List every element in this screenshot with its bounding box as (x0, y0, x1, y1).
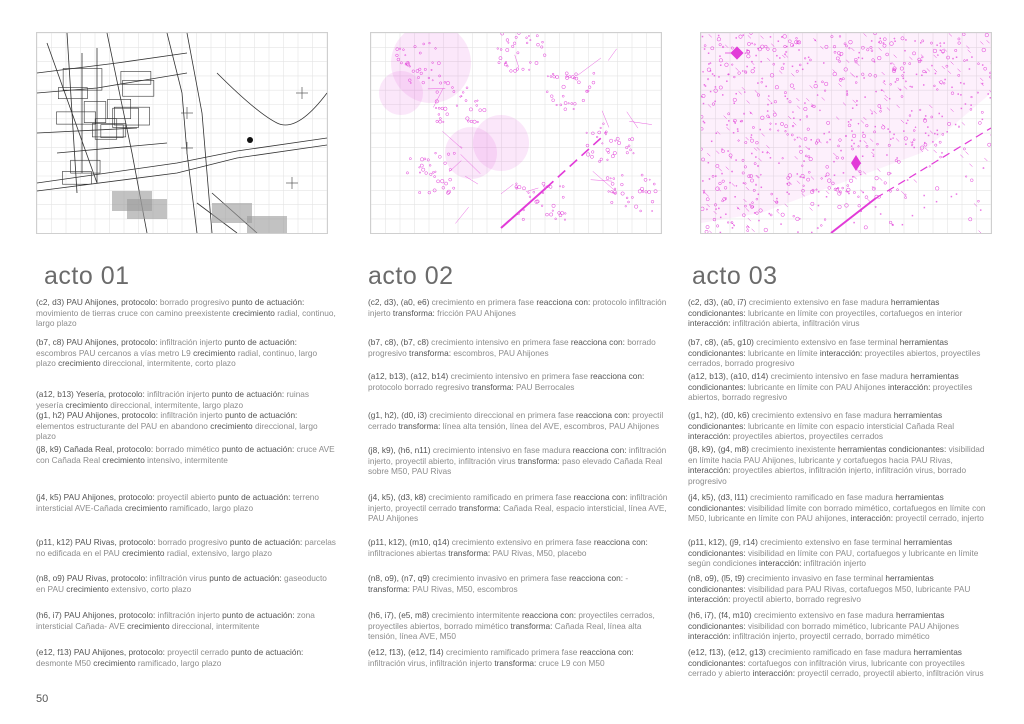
entry-keyword: (n8, o9), (n7, q9) (368, 573, 433, 583)
entry-acto-2-10 (368, 647, 668, 668)
entry-acto-1-10 (36, 647, 336, 668)
entry-value: intensivo, intermitente (147, 454, 228, 465)
entry-keyword: interacción: (759, 558, 804, 568)
entry-keyword: crecimiento (102, 454, 148, 465)
entry-value: infiltración injerto, proyectil cerrado (368, 492, 668, 513)
entry-acto-1-2 (36, 337, 336, 369)
entry-value: fricción PAU Ahijones (437, 307, 516, 318)
entry-value: crecimiento extensivo en fase madura (751, 410, 894, 420)
entry-value: PAU Berrocales (516, 381, 575, 392)
entry-keyword: interacción: (688, 431, 733, 441)
entry-acto-2-4 (368, 410, 668, 431)
entry-value: terreno intersticial AVE-Cañada (36, 492, 320, 513)
entry-value: proyectil cerrado (368, 410, 664, 431)
entry-value: crecimiento intermitente (431, 610, 523, 620)
acto-03-title: acto 03 (692, 262, 778, 290)
entry-keyword: herramientas condicionantes: (688, 371, 959, 392)
entry-value: lubricante en límite con espacio intersticial Cañada Real (747, 420, 955, 431)
entry-value: lubricante en límite (747, 347, 820, 358)
entry-value: proyectil cerrado (167, 647, 231, 657)
entry-keyword: herramientas condicionantes: (688, 410, 943, 431)
entry-value: radial, extensivo, largo plazo (166, 547, 272, 558)
entry-acto-3-8 (688, 573, 988, 605)
entry-value: radial, continuo, largo plazo (36, 347, 318, 368)
entry-value: proyectil abierto (157, 492, 219, 502)
entry-keyword: (b7, c8) PAU Ahijones, protocolo: (36, 337, 160, 347)
entry-value: Cañada Real, espacio intersticial, línea AVE, PAU Ahijones (368, 502, 667, 523)
entry-value: cortafuegos con infiltración virus, lubricante con proyectiles cerrado y abierto (688, 657, 965, 678)
entry-value: ruinas yesería (36, 389, 310, 410)
map-acto-01-drawing (37, 33, 327, 233)
entry-value: crecimiento ramificado primera fase (445, 647, 580, 657)
entry-keyword: (c2, d3), (a0, e6) (368, 297, 432, 307)
map-acto-03 (700, 32, 992, 234)
entry-keyword: herramientas condicionantes: (688, 573, 934, 594)
entry-acto-3-9 (688, 610, 988, 642)
entry-value: visibilidad en límite con PAU, cortafuegos y lubricante en límite según condiciones (688, 547, 979, 568)
entry-value: crecimiento extensivo en fase terminal (760, 537, 904, 547)
entry-value: protocolo infiltración injerto (368, 297, 667, 318)
entry-keyword: (h6, i7), (f4, m10) (688, 610, 754, 620)
entry-value: gaseoducto en PAU (36, 573, 327, 594)
entry-keyword: herramientas condicionantes: (688, 337, 949, 358)
entry-acto-2-2 (368, 337, 668, 358)
entry-keyword: transforma: (517, 455, 563, 466)
entry-acto-1-6 (36, 492, 336, 513)
entry-value: movimiento de tierras cruce con camino preexistente (36, 307, 233, 318)
entry-value: infiltración abierta, infiltración virus (732, 318, 860, 328)
entry-value: elementos estructurante del PAU en abandono (36, 420, 211, 431)
entry-acto-1-4 (36, 410, 336, 442)
entry-value: infiltración injerto (159, 337, 225, 347)
entry-keyword: herramientas condicionantes: (688, 610, 945, 631)
entry-acto-2-1 (368, 297, 668, 318)
entry-value: PAU Rivas, M50, placebo (492, 547, 587, 558)
entry-acto-2-6 (368, 492, 668, 524)
entry-value: escombros, PAU Ahijones (453, 347, 549, 358)
entry-keyword: herramientas condicionantes: (688, 297, 940, 318)
entry-value: lubricante en límite con proyectiles, cortafuegos en interior (747, 307, 963, 318)
entry-keyword: (e12, f13), (e12, g13) (688, 647, 769, 657)
entry-keyword: interacción: (688, 465, 733, 475)
entry-keyword: punto de actuación: (224, 337, 297, 347)
entry-keyword: punto de actuación: (218, 492, 293, 502)
entry-keyword: interacción: (688, 318, 733, 328)
entry-value: visibilidad en límite hacia PAU Ahijones, lubricante y cortafuegos hacia PAU Rivas, (688, 444, 985, 465)
entry-keyword: (p11, k12), (j9, r14) (688, 537, 761, 547)
entry-acto-3-3 (688, 371, 988, 403)
entry-value: proyectil abierto, borrado regresivo (732, 594, 861, 604)
entry-value: proyectiles cerrados, proyectiles abiertos, borrado mimético (368, 610, 655, 631)
entry-acto-3-2 (688, 337, 988, 369)
entry-keyword: (g1, h2), (d0, k6) (688, 410, 752, 420)
entry-value: infiltraciones abiertas (368, 547, 449, 558)
entry-keyword: (p11, k12), (m10, q14) (368, 537, 452, 547)
entry-keyword: herramientas condicionantes: (688, 492, 944, 513)
entry-acto-3-7 (688, 537, 988, 569)
entry-keyword: herramientas condicionantes: (837, 444, 949, 454)
entry-keyword: (n8, o9), (l5, t9) (688, 573, 748, 583)
entry-keyword: crecimiento (124, 502, 170, 513)
entry-value: crecimiento ramificado en fase madura (768, 647, 914, 657)
entry-value: cruce AVE con Cañada Real (36, 444, 335, 465)
entry-keyword: crecimiento (127, 620, 172, 631)
entry-acto-3-10 (688, 647, 988, 679)
entry-value: infiltración injerto (160, 410, 225, 420)
entry-keyword: transforma: (494, 657, 539, 668)
entry-value: proyectiles abiertos, infiltración injerto, infiltración virus, borrado progresivo (688, 465, 967, 486)
entry-keyword: crecimiento (65, 399, 111, 410)
entry-acto-3-6 (688, 492, 988, 524)
entry-value: lubricante en límite con PAU Ahijones (747, 381, 889, 392)
entry-value: infiltración injerto, proyectil abierto, infiltración virus (368, 445, 667, 466)
entry-keyword: reacciona con: (536, 297, 593, 307)
acto-02-title: acto 02 (368, 262, 454, 290)
entry-value: protocolo borrado regresivo (368, 381, 472, 392)
entry-keyword: reacciona con: (576, 410, 633, 420)
entry-keyword: punto de actuación: (224, 410, 298, 420)
entry-value: visibilidad para PAU Rivas, cortafuegos M50, lubricante PAU (747, 583, 971, 594)
entry-keyword: (e12, f13), (e12, f14) (368, 647, 446, 657)
entry-value: crecimiento en primera fase (431, 297, 537, 307)
entry-keyword: interacción: (819, 347, 865, 358)
entry-value: extensivo, corto plazo (111, 583, 192, 594)
entry-keyword: crecimiento (93, 657, 138, 668)
entry-value: desmonte M50 (36, 657, 94, 668)
entry-keyword: reacciona con: (570, 337, 628, 347)
entry-keyword: crecimiento (210, 420, 255, 431)
entry-acto-1-3 (36, 389, 336, 410)
entry-acto-2-3 (368, 371, 668, 392)
entry-keyword: interacción: (688, 594, 733, 604)
entry-keyword: interacción: (850, 513, 896, 523)
entry-acto-1-9 (36, 610, 336, 631)
entry-keyword: punto de actuación: (230, 647, 304, 657)
entry-value: escombros PAU cercanos a vías metro L9 (36, 347, 194, 358)
entry-acto-3-5 (688, 444, 988, 486)
entry-value: borrado mimético (155, 444, 222, 454)
entry-value: crecimiento extensivo en fase madura (748, 297, 891, 307)
entry-keyword: (a12, b13), (a10, d14) (688, 371, 771, 381)
entry-keyword: reacciona con: (579, 647, 634, 657)
entry-keyword: herramientas condicionantes: (688, 537, 953, 558)
entry-value: borrado progresivo (368, 337, 656, 358)
entry-keyword: (g1, h2) PAU Ahijones, protocolo: (36, 410, 161, 420)
entry-keyword: punto de actuación: (231, 297, 305, 307)
entry-keyword: crecimiento (232, 307, 278, 318)
entry-value: proyectil cerrado, proyectil abierto, infiltración virus (797, 668, 984, 678)
entry-keyword: transforma: (368, 583, 413, 594)
entry-keyword: punto de actuación: (229, 537, 305, 547)
entry-keyword: crecimiento (122, 547, 167, 558)
entry-acto-2-8 (368, 573, 668, 594)
entry-value: cruce L9 con M50 (538, 657, 605, 668)
entry-keyword: punto de actuación: (209, 573, 284, 583)
entry-value: infiltración injerto (157, 610, 223, 620)
entry-keyword: (j8, k9), (g4, m8) (688, 444, 752, 454)
entry-keyword: (j4, k5), (d3, l11) (688, 492, 751, 502)
entry-value: crecimiento ramificado en primera fase (428, 492, 574, 502)
entry-value: visibilidad con borrado mimético, lubricante PAU Ahijones (747, 620, 960, 631)
entry-value: crecimiento extensivo en primera fase (451, 537, 594, 547)
map-acto-03-drawing (701, 33, 991, 233)
entry-keyword: (h6, i7) PAU Ahijones, protocolo: (36, 610, 158, 620)
entry-keyword: interacción: (888, 381, 933, 392)
entry-keyword: crecimiento (66, 583, 112, 594)
entry-value: crecimiento extensivo en fase terminal (756, 337, 900, 347)
entry-value: crecimiento intensivo en fase madura (770, 371, 911, 381)
entry-keyword: (j4, k5), (d3, k8) (368, 492, 429, 502)
entry-acto-1-5 (36, 444, 336, 465)
entry-keyword: (n8, o9) PAU Rivas, protocolo: (36, 573, 150, 583)
acto-01-title: acto 01 (44, 262, 130, 290)
entry-value: crecimiento invasivo en fase terminal (747, 573, 886, 583)
entry-acto-2-7 (368, 537, 668, 558)
entry-value: borrado progresivo (159, 297, 232, 307)
entry-value: parcelas no edificada en el PAU (36, 537, 336, 558)
entry-keyword: (b7, c8), (a5, g10) (688, 337, 757, 347)
entry-value: proyectiles abiertos, proyectiles cerrados, borrado progresivo (688, 347, 981, 368)
entry-keyword: reacciona con: (573, 492, 630, 502)
entry-keyword: punto de actuación: (211, 389, 287, 399)
entry-keyword: interacción: (688, 631, 733, 641)
entry-value: PAU Rivas, M50, escombros (412, 583, 518, 594)
entry-acto-3-4 (688, 410, 988, 442)
entry-keyword: reacciona con: (522, 610, 579, 620)
entry-keyword: transforma: (458, 502, 504, 513)
entry-value: crecimiento invasivo en primera fase (432, 573, 570, 583)
entry-value: Cañada Real, línea alta tensión, línea AVE, M50 (368, 620, 642, 641)
entry-value: direccional, largo plazo (36, 420, 318, 441)
map-acto-02-drawing (371, 33, 661, 233)
entry-keyword: reacciona con: (569, 573, 626, 583)
entry-value: proyectiles abiertos, proyectiles cerrados (732, 431, 884, 441)
entry-keyword: (c2, d3) PAU Ahijones, protocolo: (36, 297, 160, 307)
entry-value: infiltración injerto (147, 389, 212, 399)
entry-value: crecimiento extensivo en fase madura (753, 610, 896, 620)
entry-keyword: (h6, i7), (e5, m8) (368, 610, 432, 620)
page-number: 50 (36, 693, 49, 705)
entry-value: proyectil cerrado, injerto (895, 513, 984, 523)
entry-value: crecimiento ramificado en fase madura (750, 492, 896, 502)
map-acto-02 (370, 32, 662, 234)
entry-keyword: (b7, c8), (b7, c8) (368, 337, 432, 347)
entry-keyword: punto de actuación: (221, 444, 297, 454)
entry-keyword: crecimiento (58, 358, 103, 368)
entry-keyword: transforma: (398, 420, 443, 431)
entry-keyword: transforma: (448, 547, 493, 558)
entry-keyword: (j8, k9), (h6, n11) (368, 445, 433, 455)
entry-value: borrado progresivo (157, 537, 230, 547)
entry-value: ramificado, largo plazo (137, 657, 222, 668)
entry-value: crecimiento direccional en primera fase (429, 410, 576, 420)
entry-keyword: reacciona con: (593, 537, 648, 547)
entry-keyword: (c2, d3), (a0, i7) (688, 297, 749, 307)
entry-keyword: transforma: (392, 307, 438, 318)
entry-keyword: transforma: (471, 381, 517, 392)
entry-keyword: reacciona con: (590, 371, 645, 381)
entry-value: - (625, 573, 629, 583)
entry-acto-2-9 (368, 610, 668, 642)
entry-value: línea alta tensión, línea del AVE, escombros, PAU Ahijones (442, 420, 660, 431)
entry-keyword: (j4, k5) PAU Ahijones, protocolo: (36, 492, 158, 502)
entry-keyword: interacción: (752, 668, 798, 678)
entry-keyword: transforma: (409, 347, 454, 358)
entry-value: direccional, intermitente, largo plazo (110, 399, 244, 410)
entry-acto-1-7 (36, 537, 336, 558)
entry-acto-1-1 (36, 297, 336, 329)
entry-value: crecimiento intensivo en fase madura (432, 445, 573, 455)
entry-keyword: (p11, k12) PAU Rivas, protocolo: (36, 537, 158, 547)
entry-value: proyectiles abiertos, borrado regresivo (688, 381, 973, 402)
entry-keyword: (a12, b13) Yesería, protocolo: (36, 389, 148, 399)
entry-value: infiltración virus, infiltración injerto (368, 657, 495, 668)
entry-value: infiltración virus (149, 573, 210, 583)
entry-value: direccional, intermitente (171, 620, 260, 631)
entry-keyword: crecimiento (193, 347, 238, 358)
entry-keyword: reacciona con: (572, 445, 629, 455)
entry-keyword: (a12, b13), (a12, b14) (368, 371, 451, 381)
entry-value: radial, continuo, largo plazo (36, 307, 336, 328)
entry-value: direccional, intermitente, corto plazo (102, 358, 236, 368)
entry-keyword: herramientas condicionantes: (688, 647, 962, 668)
entry-acto-2-5 (368, 445, 668, 477)
entry-value: ramificado, largo plazo (169, 502, 254, 513)
entry-keyword: punto de actuación: (222, 610, 297, 620)
entry-value: crecimiento intensivo en primera fase (450, 371, 591, 381)
entry-keyword: (j8, k9) Cañada Real, protocolo: (36, 444, 156, 454)
entry-acto-1-8 (36, 573, 336, 594)
entry-acto-3-1 (688, 297, 988, 329)
map-acto-01 (36, 32, 328, 234)
entry-value: zona intersticial Cañada- AVE (36, 610, 315, 631)
entry-value: infiltración injerto, proyectil cerrado, borrado mimético (732, 631, 930, 641)
entry-value: crecimiento inexistente (751, 444, 838, 454)
entry-keyword: (e12, f13) PAU Ahijones, protocolo: (36, 647, 168, 657)
entry-value: infiltración injerto (803, 558, 867, 568)
entry-value: visibilidad límite con borrado mimético, cortafuegos en límite con M50, lubricante en límite con PAU ahijones, (688, 502, 986, 523)
entry-keyword: (g1, h2), (d0, i3) (368, 410, 430, 420)
entry-value: paso elevado Cañada Real sobre M50, PAU Rivas (368, 455, 663, 476)
entry-keyword: transforma: (510, 620, 555, 631)
entry-value: crecimiento intensivo en primera fase (431, 337, 571, 347)
